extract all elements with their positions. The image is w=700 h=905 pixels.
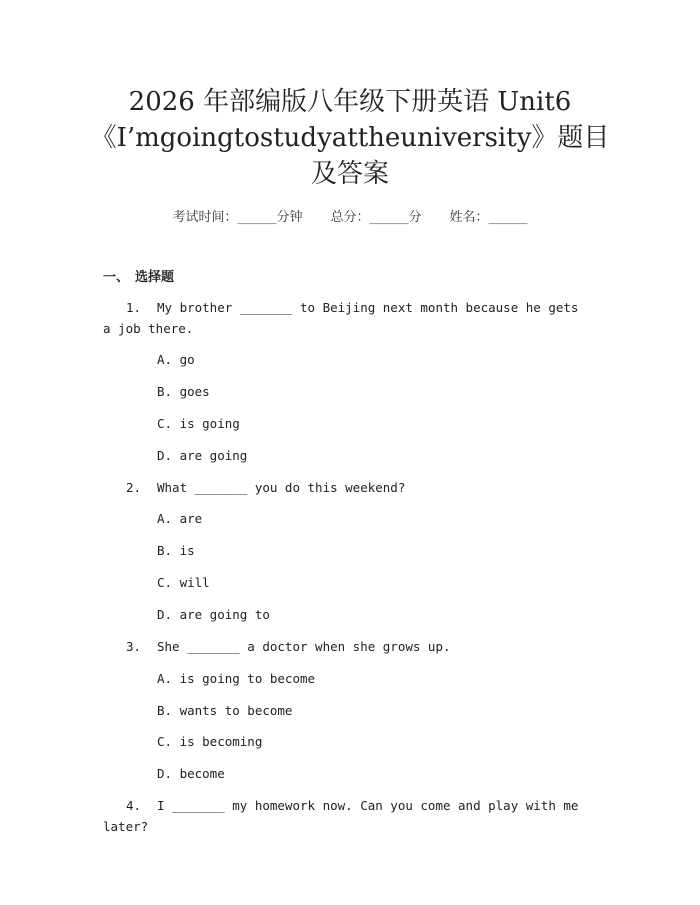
exam-meta — [0, 206, 700, 225]
option-1b: B. goes — [157, 384, 210, 399]
option-3d: D. become — [157, 766, 225, 781]
option-1a: A. go — [157, 352, 195, 367]
question-2 — [103, 477, 593, 498]
question-number: 1. — [125, 300, 141, 315]
document-title — [70, 84, 630, 192]
exam-time-label: 考试时间：______分钟 — [172, 210, 303, 225]
title-line-2: 《I’mgoingtostudyattheuniversity》题目 — [90, 123, 610, 153]
option-2b: B. is — [157, 543, 195, 558]
question-1 — [103, 297, 593, 339]
option-3a: A. is going to become — [157, 671, 316, 686]
section-heading — [103, 266, 174, 285]
option-1d: D. are going — [157, 448, 248, 463]
option-2a: A. are — [157, 511, 203, 526]
question-text: I _______ my homework now. Can you come and play with me later? — [103, 798, 579, 834]
student-name-label: 姓名：______ — [449, 210, 528, 225]
option-3b: B. wants to become — [157, 703, 293, 718]
question-text: My brother _______ to Beijing next month because he gets a job there. — [103, 300, 579, 336]
option-2d: D. are going to — [157, 607, 270, 622]
question-text: What _______ you do this weekend? — [157, 480, 406, 495]
section-title: 选择题 — [135, 270, 175, 285]
title-line-3: 及答案 — [310, 159, 389, 189]
option-2c: C. will — [157, 575, 210, 590]
question-text: She _______ a doctor when she grows up. — [157, 639, 451, 654]
question-number: 2. — [125, 480, 141, 495]
option-1c: C. is going — [157, 416, 240, 431]
title-line-1: 2026 年部编版八年级下册英语 Unit6 — [128, 87, 572, 117]
section-number: 一、 — [103, 270, 130, 285]
question-number: 4. — [125, 798, 141, 813]
question-number: 3. — [125, 639, 141, 654]
option-3c: C. is becoming — [157, 734, 263, 749]
total-score-label: 总分：______分 — [330, 210, 422, 225]
question-4 — [103, 795, 593, 837]
question-3 — [103, 636, 593, 657]
